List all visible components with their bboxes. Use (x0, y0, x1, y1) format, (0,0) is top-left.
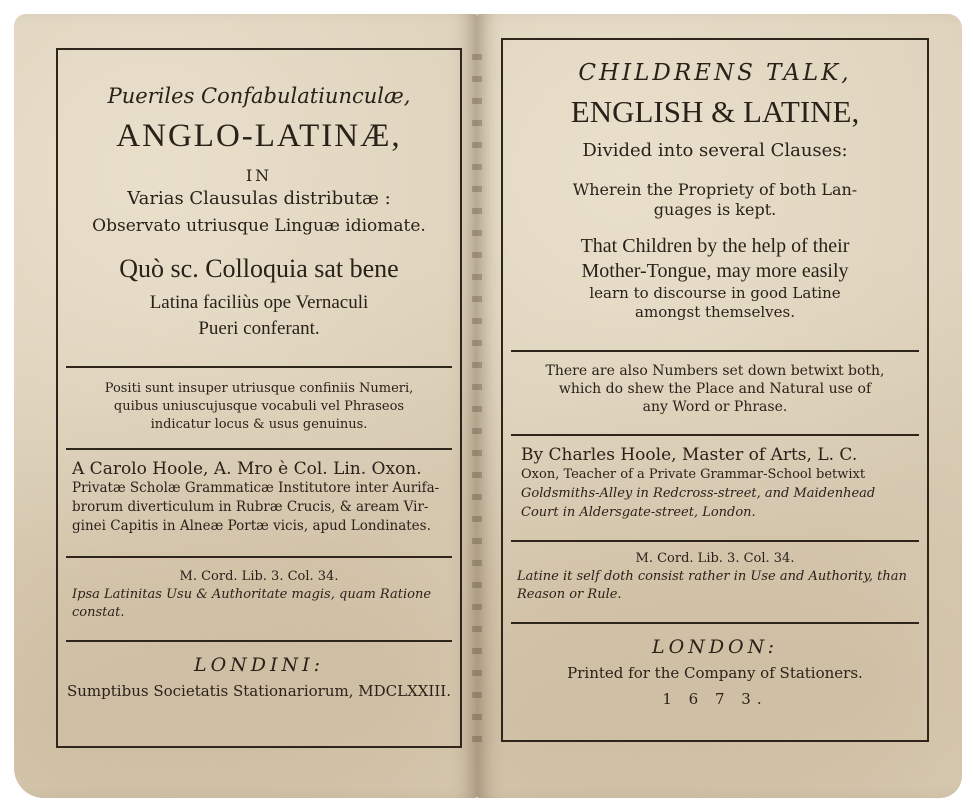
right-page-frame (501, 38, 929, 742)
spine-stitching (472, 54, 482, 754)
left-page-frame (56, 48, 462, 748)
left-title-in: IN (245, 166, 273, 185)
right-quote-line: Latine it self doth consist rather in Use and Authority, than (517, 569, 907, 584)
left-rule-4 (66, 640, 452, 642)
right-title-line5 (503, 234, 927, 284)
left-title-line7: Pueri conferant. (198, 318, 320, 339)
right-also-line: which do shew the Place and Natural use of (558, 381, 872, 397)
right-citation-block (503, 550, 927, 604)
right-title-line4a: Wherein the Propriety of both Lan- (572, 180, 858, 199)
left-citation: M. Cord. Lib. 3. Col. 34. (179, 569, 339, 584)
right-title-line4b: guages is kept. (653, 200, 777, 219)
right-rule-3 (511, 540, 919, 542)
right-also-paragraph (503, 362, 927, 416)
left-title-line3: Varias Clausulas distributæ : (127, 188, 391, 209)
left-imprint-city: LONDINI: (193, 654, 325, 676)
right-page (477, 14, 962, 798)
left-rule-1 (66, 366, 452, 368)
left-citation-block (58, 568, 460, 622)
right-citation: M. Cord. Lib. 3. Col. 34. (635, 551, 795, 566)
right-rule-2 (511, 434, 919, 436)
left-positi-paragraph (58, 380, 460, 434)
left-title-line6: Latina faciliùs ope Vernaculi (149, 292, 369, 313)
left-author-line: Privatæ Scholæ Grammaticæ Institutore inter Aurifa- (72, 480, 440, 496)
right-quote-line: Reason or Rule. (517, 587, 622, 602)
left-positi-line: Positi sunt insuper utriusque confiniis Numeri, (104, 381, 414, 396)
right-title-line4 (503, 180, 927, 220)
right-imprint-year: 1 6 7 3. (662, 690, 768, 708)
right-title-line3: Divided into several Clauses: (582, 140, 848, 161)
left-author-line: brorum diverticulum in Rubræ Crucis, & aream Vir- (72, 499, 429, 515)
left-positi-line: indicatur locus & usus genuinus. (150, 417, 368, 432)
left-imprint-line: Sumptibus Societatis Stationariorum, MDCLXXIII. (67, 682, 451, 700)
right-title-line6b: amongst themselves. (635, 303, 795, 321)
right-rule-1 (511, 350, 919, 352)
right-title-line6a: learn to discourse in good Latine (589, 284, 841, 302)
right-also-line: There are also Numbers set down betwixt both, (545, 363, 885, 379)
left-title-line5: Quò sc. Colloquia sat bene (119, 254, 399, 283)
right-title-line2: ENGLISH & LATINE, (570, 94, 860, 129)
left-positi-line: quibus uniuscujusque vocabuli vel Phraseos (113, 399, 405, 414)
right-imprint-city: LONDON: (652, 636, 778, 658)
right-author-paragraph (503, 446, 927, 522)
right-title-line5b: Mother-Tongue, may more easily (581, 260, 849, 282)
right-also-line: any Word or Phrase. (642, 399, 788, 415)
left-title-line1: Pueriles Confabulatiunculæ, (107, 84, 411, 108)
left-author-paragraph (58, 460, 460, 536)
left-title-line4: Observato utriusque Linguæ idiomate. (92, 216, 426, 236)
left-author-line1: A Carolo Hoole, A. Mro è Col. Lin. Oxon. (72, 459, 422, 479)
right-title-line6 (503, 284, 927, 322)
left-quote-line: constat. (72, 605, 125, 620)
left-rule-3 (66, 556, 452, 558)
right-author-line1: By Charles Hoole, Master of Arts, L. C. (521, 445, 858, 465)
right-title-line5a: That Children by the help of their (580, 235, 850, 257)
left-quote-line: Ipsa Latinitas Usu & Authoritate magis, quam Ratione (72, 587, 432, 602)
right-author-line: Court in Aldersgate-street, London. (521, 505, 756, 520)
right-title-line1: CHILDRENS TALK, (578, 60, 852, 86)
right-imprint-line: Printed for the Company of Stationers. (567, 664, 863, 682)
left-title-line2: ANGLO-LATINÆ, (116, 118, 402, 154)
right-rule-4 (511, 622, 919, 624)
right-author-line: Goldsmiths-Alley in Redcross-street, and Maidenhead (521, 486, 876, 501)
open-book (14, 14, 962, 798)
left-page (14, 14, 477, 798)
right-author-line: Oxon, Teacher of a Private Grammar-School betwixt (521, 467, 866, 482)
left-rule-2 (66, 448, 452, 450)
left-author-line: ginei Capitis in Alneæ Portæ vicis, apud Londinates. (72, 518, 431, 534)
